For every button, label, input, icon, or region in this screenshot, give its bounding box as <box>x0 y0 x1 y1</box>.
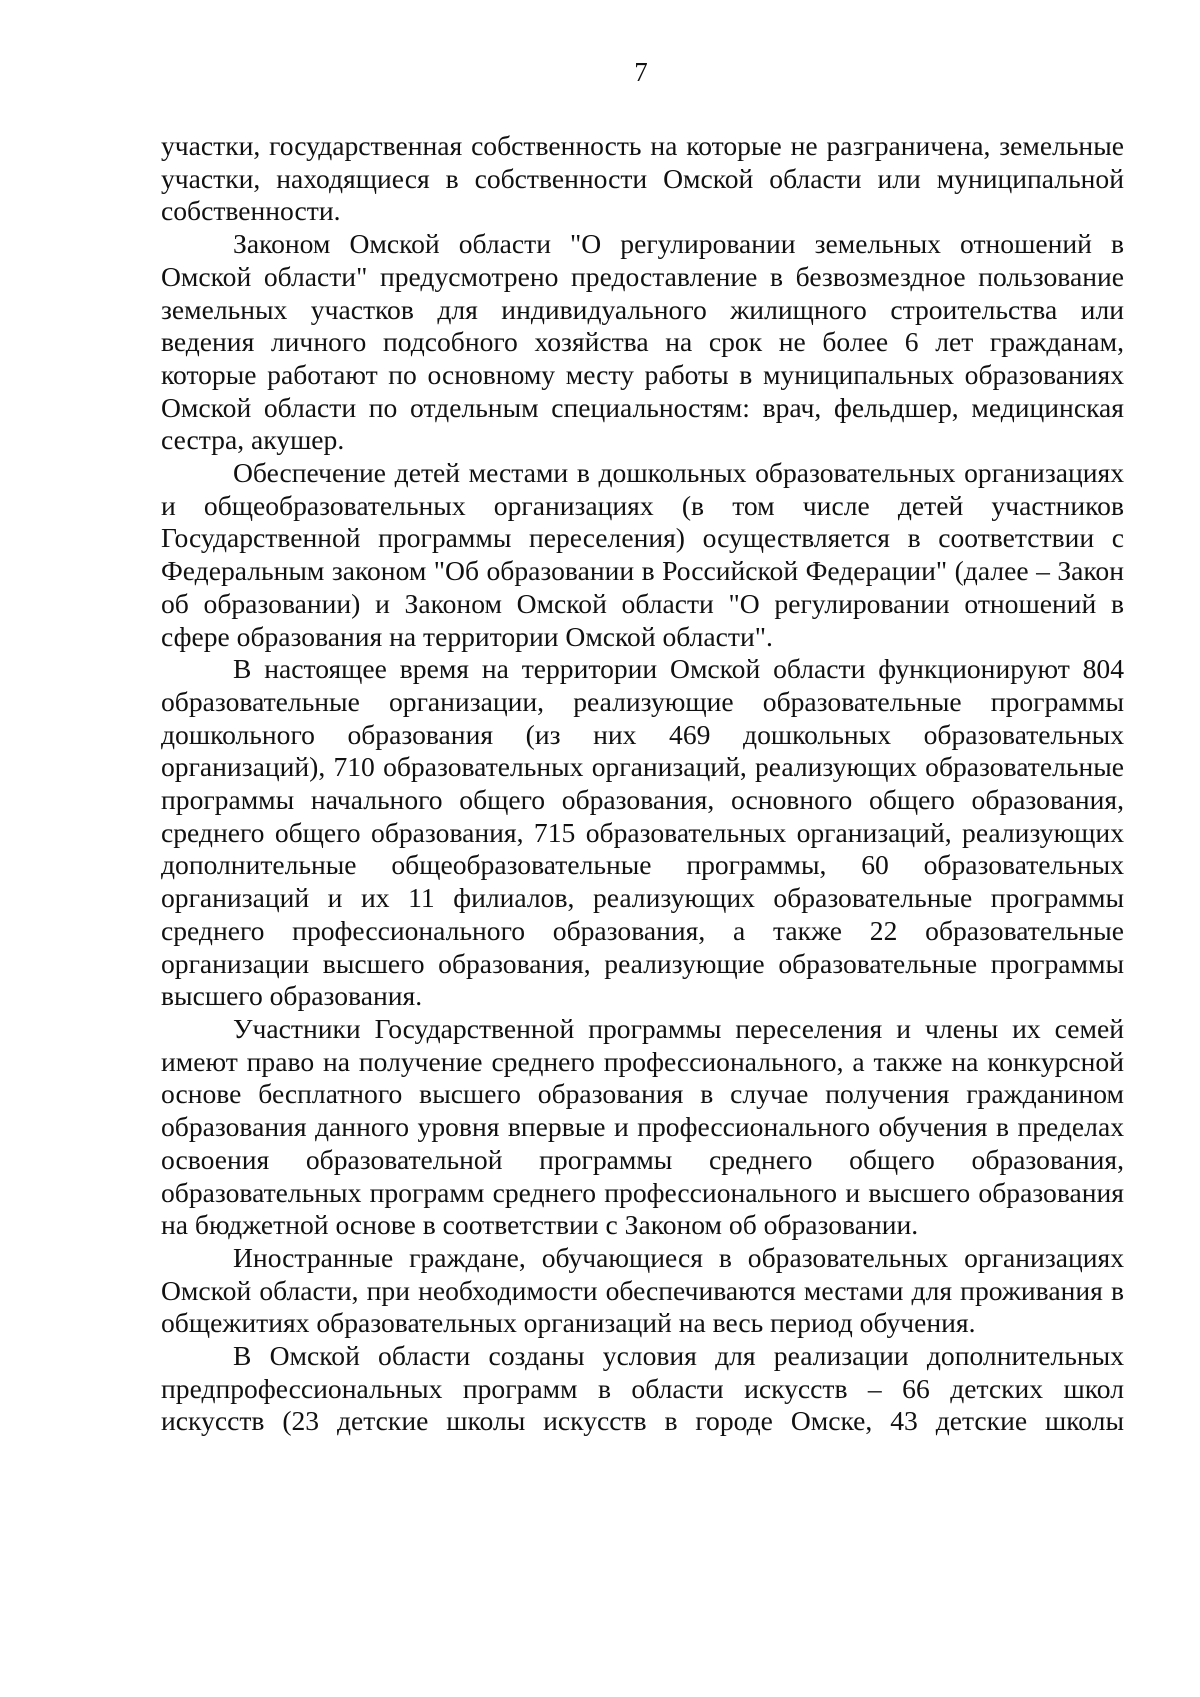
paragraph-educational-organizations: В настоящее время на территории Омской области функционируют 804 образовательные организации, реализующие образовательные программы дошкольного образования (из них 469 дошкольных образовательных организаций), 710 образовательных организаций, реализующих образовательные программы начального общего образования, основного общего образования, среднего общего образования, 715 образовательных организаций, реализующих дополнительные общеобразовательные программы, 60 образовательных организаций и их 11 филиалов, реализующих образовательные программы среднего профессионального образования, а также 22 образовательные организации высшего образования, реализующие образовательные программы высшего образования. <box>161 653 1124 1012</box>
page-number: 7 <box>634 57 648 87</box>
paragraph-foreign-students: Иностранные граждане, обучающиеся в образовательных организациях Омской области, при необходимости обеспечиваются местами для проживания в общежитиях образовательных организаций на весь период обучения. <box>161 1241 1124 1339</box>
paragraph-preschool-places: Обеспечение детей местами в дошкольных образовательных организациях и общеобразовательных организациях (в том числе детей участников Государственной программы переселения) осуществляется в соответствии с Федеральным законом "Об образовании в Российской Федерации" (далее – Закон об образовании) и Законом Омской области "О регулировании отношений в сфере образования на территории Омской области". <box>161 457 1124 652</box>
paragraph-art-schools: В Омской области созданы условия для реализации дополнительных предпрофессиональных программ в области искусств – 66 детских школ искусств (23 детские школы искусств в городе Омске, 43 детские школы <box>161 1340 1124 1437</box>
paragraph-land-plots-continued: участки, государственная собственность на которые не разграничена, земельные участки, находящиеся в собственности Омской области или муниципальной собственности. <box>161 130 1124 227</box>
paragraph-participants-education: Участники Государственной программы переселения и члены их семей имеют право на получение среднего профессионального, а также на конкурсной основе бесплатного высшего образования в случае получения гражданином образования данного уровня впервые и профессионального обучения в пределах освоения образовательной программы среднего общего образования, образовательных программ среднего профессионального и высшего образования на бюджетной основе в соответствии с Законом об образовании. <box>161 1012 1124 1241</box>
document-body <box>161 130 1124 1438</box>
paragraph-land-law: Законом Омской области "О регулировании земельных отношений в Омской области" предусмотрено предоставление в безвозмездное пользование земельных участков для индивидуального жилищного строительства или ведения личного подсобного хозяйства на срок не более 6 лет гражданам, которые работают по основному месту работы в муниципальных образованиях Омской области по отдельным специальностям: врач, фельдшер, медицинская сестра, акушер. <box>161 228 1124 456</box>
